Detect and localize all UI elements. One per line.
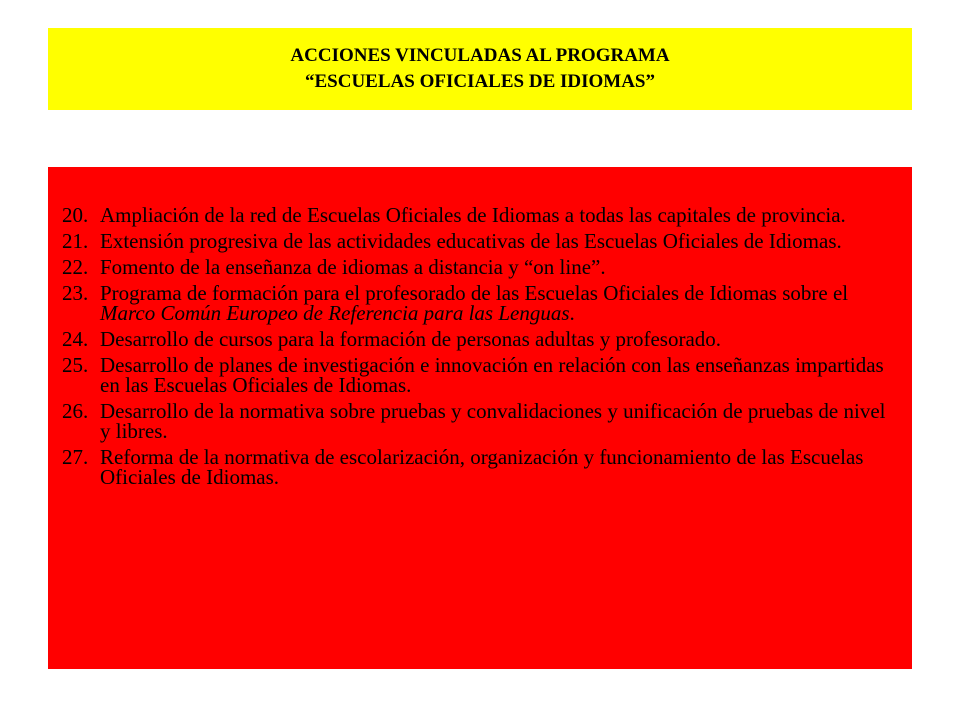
content-box: [48, 167, 912, 669]
item-text-before: Programa de formación para el profesorado de las Escuelas Oficiales de Idiomas sobre el: [100, 281, 849, 305]
item-number: 25.: [62, 353, 89, 377]
actions-list: [62, 205, 898, 487]
item-number: 23.: [62, 281, 89, 305]
list-item-26: [62, 401, 898, 441]
item-text: Fomento de la enseñanza de idiomas a distancia y “on line”.: [100, 255, 606, 279]
item-number: 26.: [62, 399, 89, 423]
item-text-after: .: [569, 301, 575, 325]
list-item-20: [62, 205, 898, 225]
list-item-21: [62, 231, 898, 251]
item-number: 27.: [62, 445, 89, 469]
list-item-27: [62, 447, 898, 487]
list-item-22: [62, 257, 898, 277]
item-text: Desarrollo de cursos para la formación de personas adultas y profesorado.: [100, 327, 722, 351]
item-number: 22.: [62, 255, 89, 279]
item-number: 24.: [62, 327, 89, 351]
list-item-25: [62, 355, 898, 395]
title-line-1: ACCIONES VINCULADAS AL PROGRAMA: [290, 45, 670, 66]
item-text: Extensión progresiva de las actividades educativas de las Escuelas Oficiales de Idiomas.: [100, 229, 842, 253]
title-line-2: “ESCUELAS OFICIALES DE IDIOMAS”: [305, 71, 655, 92]
title-box: [48, 28, 912, 110]
list-item-23: [62, 283, 898, 323]
item-number: 21.: [62, 229, 89, 253]
list-item-24: [62, 329, 898, 349]
item-text: Reforma de la normativa de escolarización, organización y funcionamiento de las Escuelas Oficiales de Idiomas.: [100, 445, 864, 489]
item-text: Desarrollo de la normativa sobre pruebas y convalidaciones y unificación de pruebas de nivel y libres.: [100, 399, 886, 443]
item-text: [100, 283, 898, 323]
item-number: 20.: [62, 203, 89, 227]
item-text-italic: Marco Común Europeo de Referencia para las Lenguas: [100, 301, 570, 325]
item-text: Desarrollo de planes de investigación e innovación en relación con las enseñanzas impartidas en las Escuelas Oficiales de Idiomas.: [100, 353, 884, 397]
item-text: Ampliación de la red de Escuelas Oficiales de Idiomas a todas las capitales de provincia.: [100, 203, 846, 227]
